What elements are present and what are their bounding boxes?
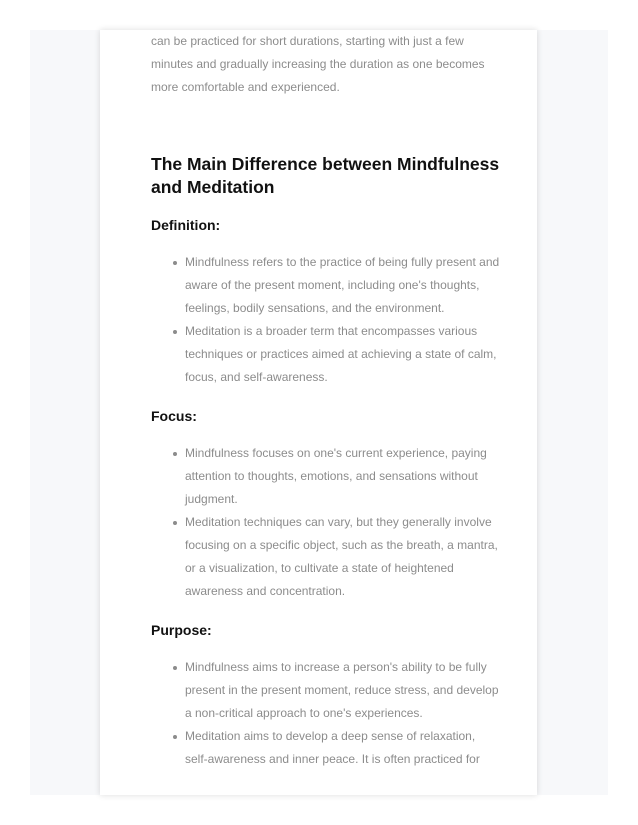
- list-item: [185, 511, 501, 603]
- list-item-text: Meditation is a broader term that encompasses various techniques or practices aimed at achieving a state of calm, focus, and self-awareness.: [185, 324, 497, 384]
- list-item-text: Meditation techniques can vary, but they generally involve focusing on a specific object, such as the breath, a mantra, or a visualization, to cultivate a state of heightened awareness and concentration.: [185, 515, 498, 598]
- bullet-icon: [173, 330, 177, 334]
- list-item: [185, 251, 501, 320]
- list-item-text: Mindfulness aims to increase a person's ability to be fully present in the present moment, reduce stress, and develop a non-critical approach to one's experiences.: [185, 660, 499, 720]
- purpose-list: [151, 656, 501, 771]
- list-item: [185, 725, 501, 771]
- bullet-icon: [173, 735, 177, 739]
- bullet-icon: [173, 452, 177, 456]
- bullet-icon: [173, 261, 177, 265]
- focus-list: [151, 442, 501, 603]
- list-item: [185, 442, 501, 511]
- list-item: [185, 656, 501, 725]
- bullet-icon: [173, 521, 177, 525]
- definition-heading: Definition:: [151, 217, 221, 233]
- list-item-text: Mindfulness refers to the practice of being fully present and aware of the present moment, including one's thoughts, feelings, bodily sensations, and the environment.: [185, 255, 500, 315]
- definition-list: [151, 251, 501, 389]
- article-card: [100, 30, 537, 795]
- intro-paragraph: can be practiced for short durations, starting with just a few minutes and gradually increasing the duration as one becomes more comfortable and experienced.: [151, 34, 485, 94]
- list-item-text: Mindfulness focuses on one's current experience, paying attention to thoughts, emotions, and sensations without judgment.: [185, 446, 487, 506]
- purpose-heading: Purpose:: [151, 622, 212, 638]
- focus-heading: Focus:: [151, 408, 197, 424]
- article-title: The Main Difference between Mindfulness and Meditation: [151, 154, 500, 197]
- list-item: [185, 320, 501, 389]
- list-item-text: Meditation aims to develop a deep sense of relaxation, self-awareness and inner peace. It is often practiced for: [185, 729, 480, 766]
- bullet-icon: [173, 666, 177, 670]
- article-content: [151, 30, 501, 771]
